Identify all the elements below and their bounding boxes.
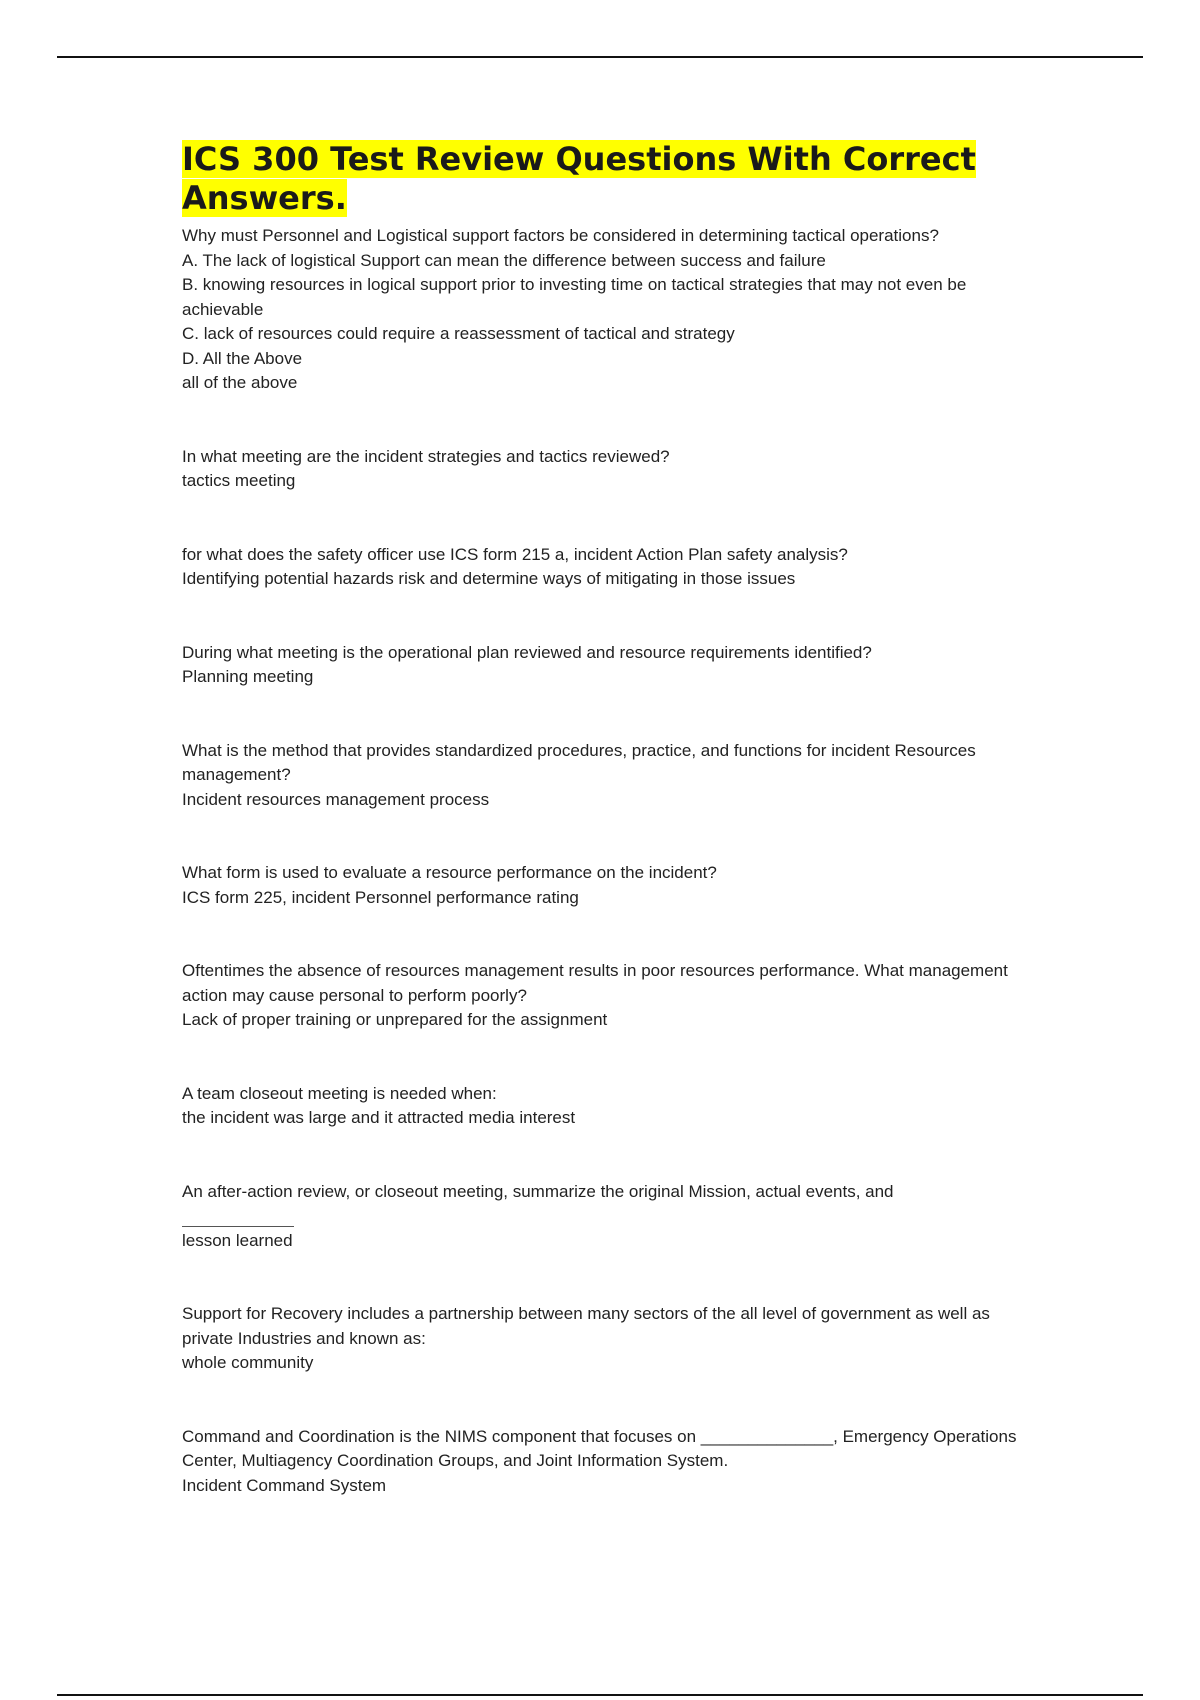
title-highlight: ICS 300 Test Review Questions With Correct Answers. (182, 140, 976, 217)
qa-item (182, 445, 1032, 494)
answer-option: B. knowing resources in logical support prior to investing time on tactical strategies that may not even be achievable (182, 275, 967, 319)
answer-text: whole community (182, 1353, 314, 1372)
qa-item (182, 224, 1032, 396)
qa-item (182, 1302, 1032, 1376)
answer-text: Planning meeting (182, 667, 314, 686)
answer-option: D. All the Above (182, 348, 303, 368)
question-text: Command and Coordination is the NIMS component that focuses on ______________, Emergency Operations Center, Multiagency Coordination Groups, and Joint Information System. (182, 1426, 1017, 1470)
fill-in-blank-line (182, 1204, 294, 1229)
answer-text: Incident Command System (182, 1475, 387, 1495)
qa-item (182, 739, 1032, 813)
answer-text: tactics meeting (182, 471, 296, 490)
question-text: An after-action review, or closeout meeting, summarize the original Mission, actual events, and (182, 1181, 894, 1201)
qa-list (182, 224, 1032, 1498)
qa-item (182, 641, 1032, 690)
footer-rule (57, 1694, 1143, 1696)
qa-item (182, 1425, 1032, 1499)
answer-option: A. The lack of logistical Support can mean the difference between success and failure (182, 250, 826, 270)
question-text: What form is used to evaluate a resource performance on the incident? (182, 863, 717, 882)
question-text: Oftentimes the absence of resources management results in poor resources performance. What management action may cause personal to perform poorly? (182, 961, 1008, 1005)
question-text: In what meeting are the incident strategies and tactics reviewed? (182, 446, 670, 466)
question-text: for what does the safety officer use ICS form 215 a, incident Action Plan safety analysis? (182, 544, 848, 564)
answer-text: all of the above (182, 373, 298, 392)
question-text: Why must Personnel and Logistical support factors be considered in determining tactical operations? (182, 226, 939, 245)
answer-text: Incident resources management process (182, 789, 490, 809)
document-body (182, 140, 1032, 1498)
answer-text: ICS form 225, incident Personnel performance rating (182, 887, 579, 907)
answer-text: the incident was large and it attracted media interest (182, 1108, 576, 1127)
document-title (182, 140, 1032, 218)
answer-option: C. lack of resources could require a reassessment of tactical and strategy (182, 324, 735, 343)
qa-item (182, 543, 1032, 592)
qa-item (182, 959, 1032, 1033)
question-text: During what meeting is the operational plan reviewed and resource requirements identified? (182, 642, 872, 662)
question-text: Support for Recovery includes a partnership between many sectors of the all level of government as well as private Industries and known as: (182, 1304, 990, 1348)
answer-text: lesson learned (182, 1230, 293, 1250)
qa-item (182, 861, 1032, 910)
answer-text: Identifying potential hazards risk and determine ways of mitigating in those issues (182, 569, 796, 588)
answer-text: Lack of proper training or unprepared for the assignment (182, 1010, 608, 1029)
question-text: What is the method that provides standardized procedures, practice, and functions for incident Resources management? (182, 740, 976, 784)
header-rule (57, 56, 1143, 58)
qa-item (182, 1180, 1032, 1254)
qa-item (182, 1082, 1032, 1131)
question-text: A team closeout meeting is needed when: (182, 1083, 497, 1103)
